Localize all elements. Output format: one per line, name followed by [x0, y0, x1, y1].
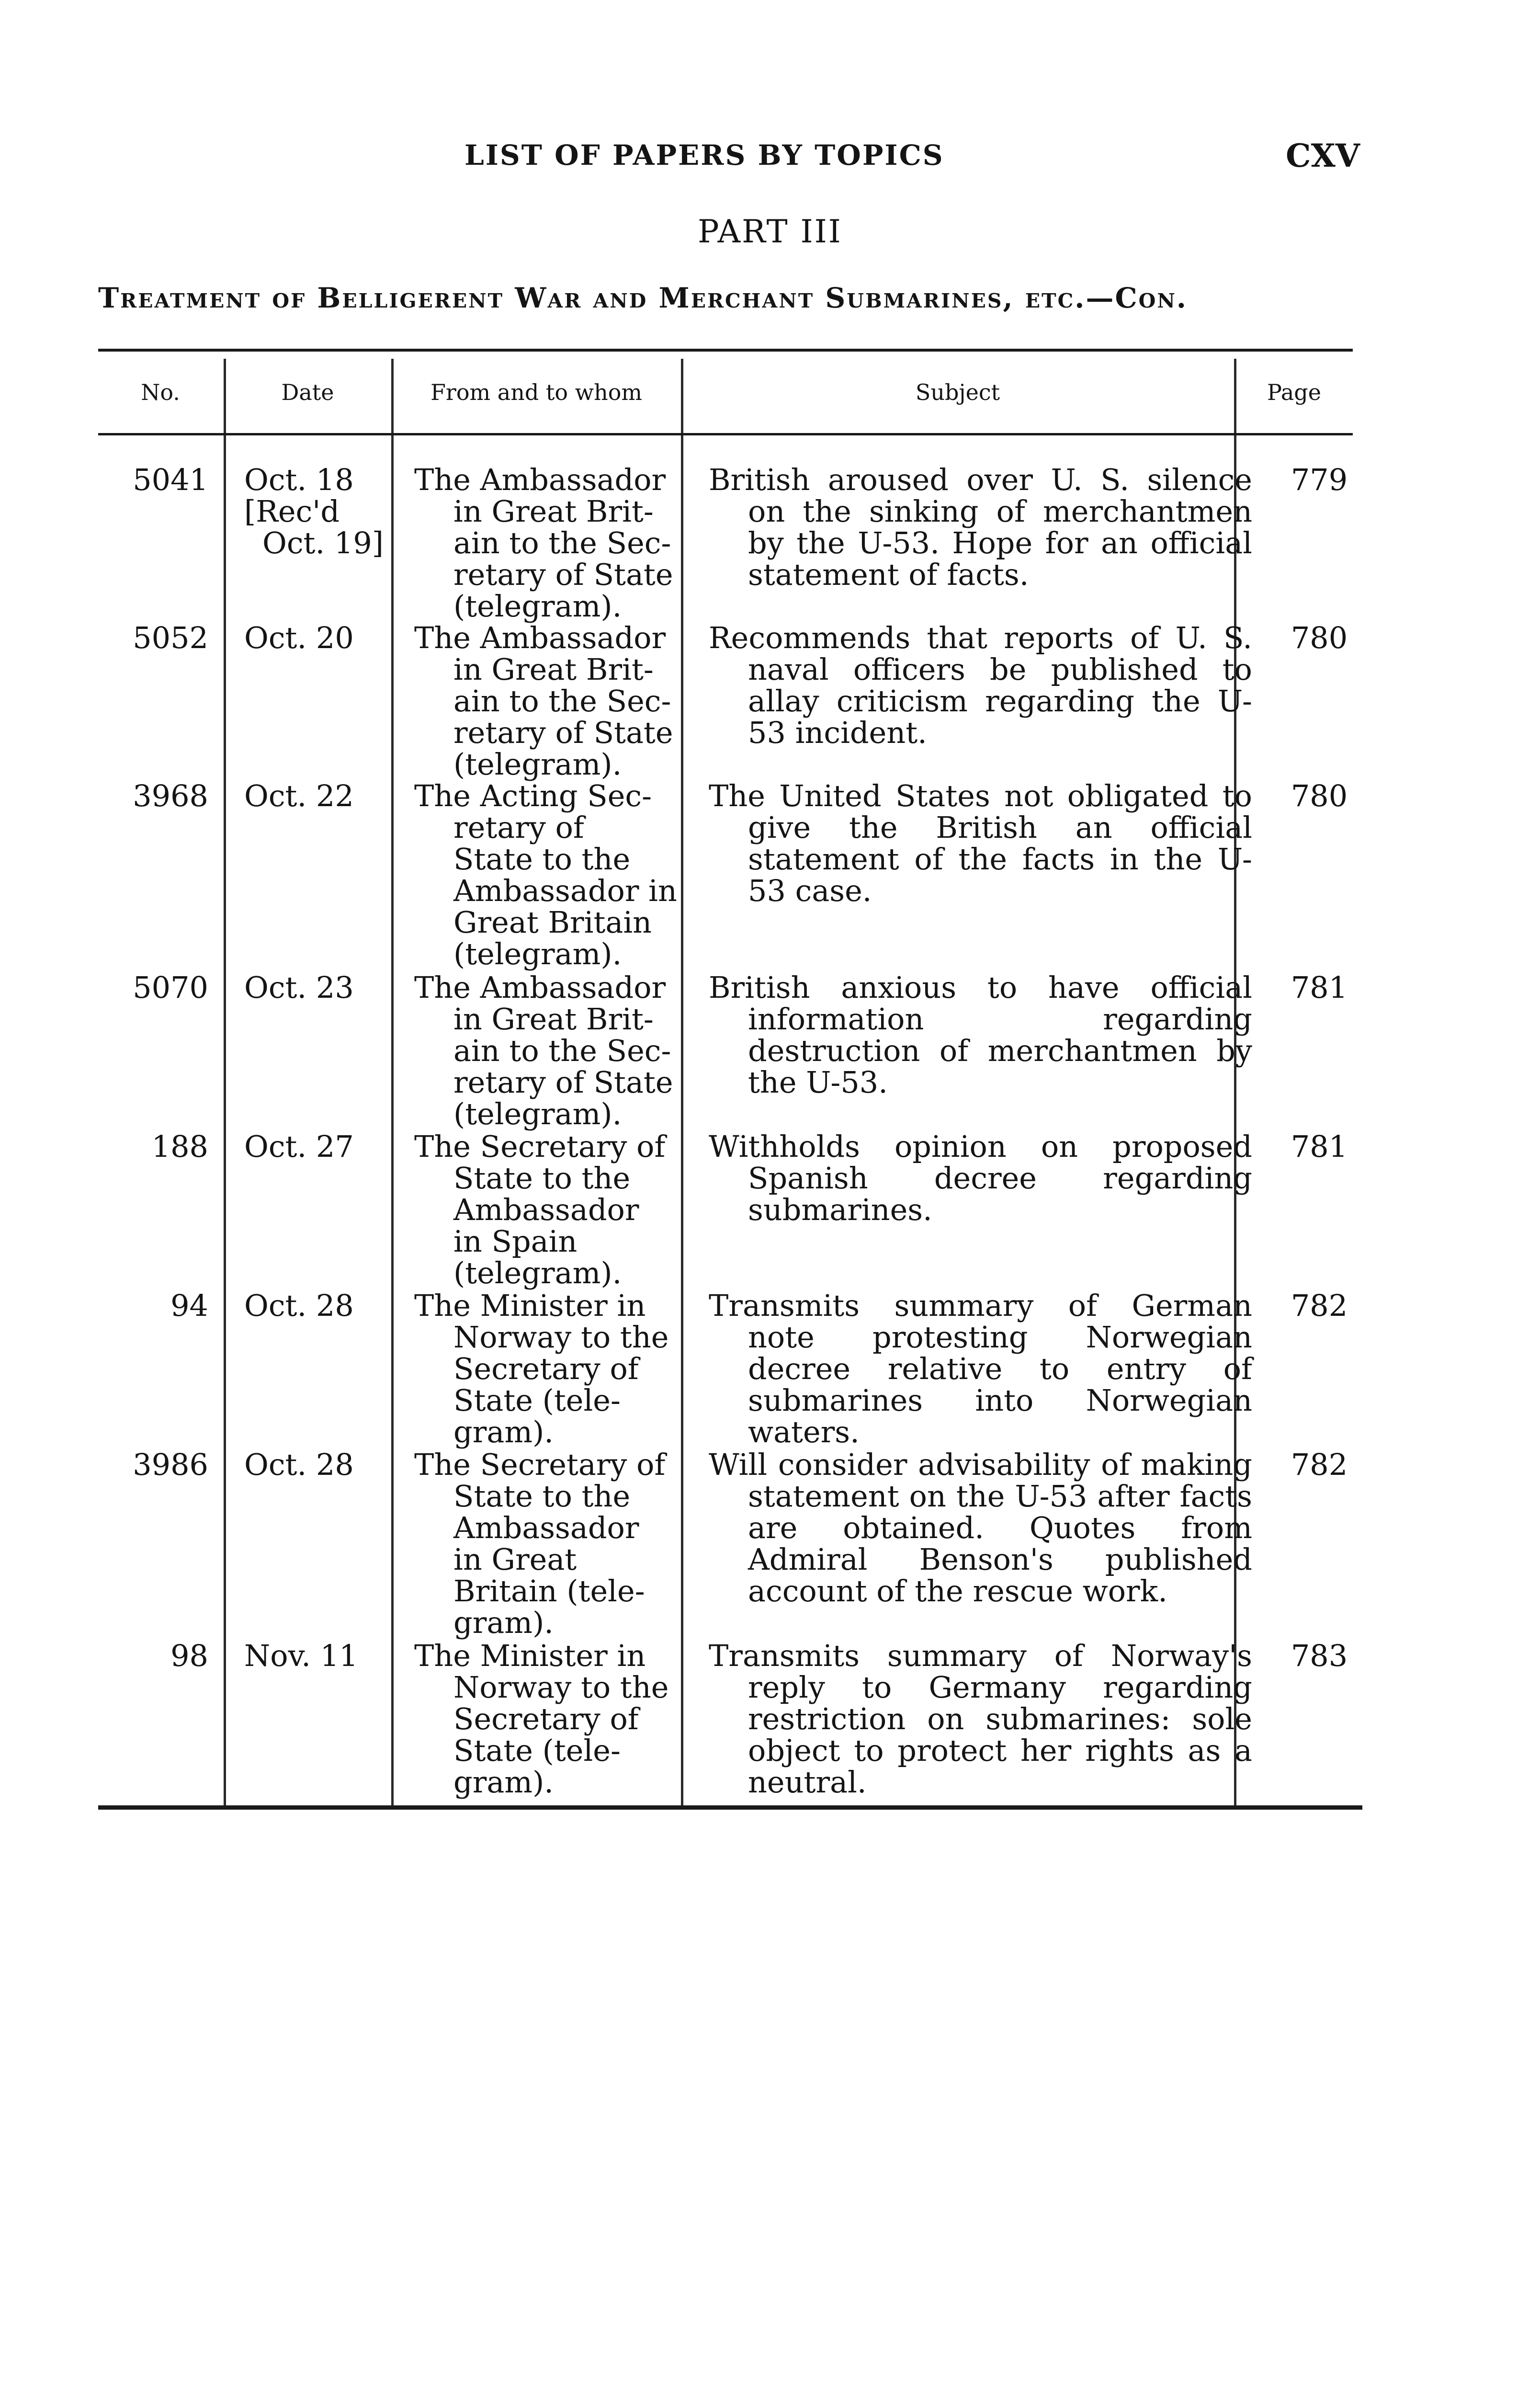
date-line: Oct. 22 — [244, 778, 354, 813]
page-folio: CXV — [1286, 137, 1360, 174]
doc-page: 781 — [1291, 1129, 1348, 1164]
doc-page: 781 — [1291, 970, 1348, 1005]
from-line: retary of — [453, 810, 584, 845]
date-line: Oct. 19] — [262, 525, 384, 560]
from-line: The Acting Sec- — [414, 778, 652, 813]
doc-subject — [709, 972, 1252, 1098]
subject-text: Transmits summary of Norway's reply to Germany regarding restriction on submarines: sole object to protect her rights as a neutral. — [709, 1638, 1252, 1800]
header-divider — [681, 359, 683, 433]
doc-subject — [709, 1290, 1252, 1448]
subject-text: British aroused over U. S. silence on the sinking of merchantmen by the U-53. Hope for an official statement of facts. — [709, 462, 1252, 592]
subject-text: Will consider advisability of making statement on the U-53 after facts are obtained. Quotes from Admiral Benson's published account of the rescue work. — [709, 1447, 1252, 1608]
from-line: gram). — [453, 1414, 554, 1449]
doc-page: 780 — [1291, 620, 1348, 655]
date-line: Oct. 20 — [244, 620, 354, 655]
doc-subject — [709, 780, 1252, 907]
from-line: The Secretary of — [414, 1129, 666, 1164]
from-line: State (tele- — [453, 1733, 621, 1768]
from-line: Norway to the — [453, 1320, 669, 1355]
subject-text: Recommends that reports of U. S. naval officers be published to allay criticism regarding the U-53 incident. — [709, 620, 1252, 750]
from-line: The Minister in — [414, 1638, 646, 1673]
doc-page: 779 — [1291, 462, 1348, 497]
from-line: State to the — [453, 1479, 631, 1514]
from-line: Secretary of — [453, 1351, 639, 1386]
from-line: Ambassador — [453, 1192, 639, 1227]
date-line: Nov. 11 — [244, 1638, 358, 1673]
doc-page: 782 — [1291, 1288, 1348, 1323]
from-line: The Minister in — [414, 1288, 646, 1323]
doc-page: 783 — [1291, 1638, 1348, 1673]
from-line: The Ambassador — [414, 970, 666, 1005]
running-title: LIST OF PAPERS BY TOPICS — [464, 139, 944, 171]
subject-text: British anxious to have official information regarding destruction of merchantmen by the U-53. — [709, 970, 1252, 1100]
from-line: (telegram). — [453, 1255, 622, 1290]
doc-number: 5070 — [133, 970, 208, 1005]
header-divider — [391, 359, 394, 433]
doc-number: 3986 — [133, 1447, 208, 1482]
doc-number: 98 — [170, 1638, 208, 1673]
doc-number: 5052 — [133, 620, 208, 655]
table-bottom-rule — [98, 1805, 1362, 1810]
from-line: in Great Brit- — [453, 494, 654, 529]
header-date: Date — [281, 379, 334, 405]
running-head — [96, 134, 1360, 182]
date-line: Oct. 28 — [244, 1288, 354, 1323]
from-line: retary of State — [453, 1065, 673, 1100]
from-line: retary of State — [453, 557, 673, 592]
doc-subject — [709, 464, 1252, 591]
from-line: ain to the Sec- — [453, 684, 671, 718]
doc-number: 5041 — [133, 462, 208, 497]
subject-text: Withholds opinion on proposed Spanish decree regarding submarines. — [709, 1129, 1252, 1227]
doc-subject — [709, 1640, 1252, 1798]
from-line: (telegram). — [453, 936, 622, 971]
from-line: in Great Brit- — [453, 1002, 654, 1037]
header-page: Page — [1267, 379, 1321, 405]
from-line: Ambassador — [453, 1510, 639, 1545]
table-body — [98, 435, 1353, 1805]
header-divider — [224, 359, 226, 433]
doc-subject — [709, 1131, 1252, 1226]
from-line: State to the — [453, 1161, 631, 1196]
doc-number: 3968 — [133, 778, 208, 813]
date-line: Oct. 18 — [244, 462, 354, 497]
date-line: [Rec'd — [244, 494, 340, 529]
date-line: Oct. 23 — [244, 970, 354, 1005]
from-line: ain to the Sec- — [453, 525, 671, 560]
from-line: Norway to the — [453, 1670, 669, 1705]
header-subject: Subject — [915, 379, 1000, 405]
doc-subject — [709, 1449, 1252, 1607]
from-line: State to the — [453, 842, 631, 877]
header-no: No. — [141, 379, 180, 405]
papers-table — [98, 349, 1353, 1810]
part-heading: PART III — [698, 213, 842, 250]
from-line: in Great Brit- — [453, 652, 654, 687]
subject-text: The United States not obligated to give the British an official statement of the facts in the U-53 case. — [709, 778, 1252, 908]
doc-number: 94 — [170, 1288, 208, 1323]
date-line: Oct. 28 — [244, 1447, 354, 1482]
from-line: (telegram). — [453, 747, 622, 782]
from-line: The Ambassador — [414, 462, 666, 497]
doc-page: 780 — [1291, 778, 1348, 813]
from-line: The Secretary of — [414, 1447, 666, 1482]
from-line: gram). — [453, 1765, 554, 1800]
from-line: The Ambassador — [414, 620, 666, 655]
from-line: Britain (tele- — [453, 1574, 645, 1608]
doc-subject — [709, 622, 1252, 749]
from-line: in Great — [453, 1542, 577, 1577]
from-line: retary of State — [453, 715, 673, 750]
from-line: ain to the Sec- — [453, 1033, 671, 1068]
date-line: Oct. 27 — [244, 1129, 354, 1164]
header-from: From and to whom — [430, 379, 643, 405]
table-header-row — [98, 352, 1353, 435]
section-heading: Treatment of Belligerent War and Merchant Submarines, etc.—Con. — [98, 282, 1188, 314]
header-divider — [1234, 359, 1236, 433]
doc-page: 782 — [1291, 1447, 1348, 1482]
from-line: in Spain — [453, 1224, 578, 1259]
from-line: Ambassador in — [453, 873, 677, 908]
column-divider — [224, 435, 226, 1805]
from-line: (telegram). — [453, 1096, 622, 1131]
from-line: (telegram). — [453, 589, 622, 624]
doc-number: 188 — [151, 1129, 208, 1164]
from-line: Great Britain — [453, 905, 652, 940]
from-line: Secretary of — [453, 1701, 639, 1736]
from-line: gram). — [453, 1605, 554, 1640]
subject-text: Transmits summary of German note protesting Norwegian decree relative to entry of submarines into Norwegian waters. — [709, 1288, 1252, 1449]
from-line: State (tele- — [453, 1383, 621, 1418]
